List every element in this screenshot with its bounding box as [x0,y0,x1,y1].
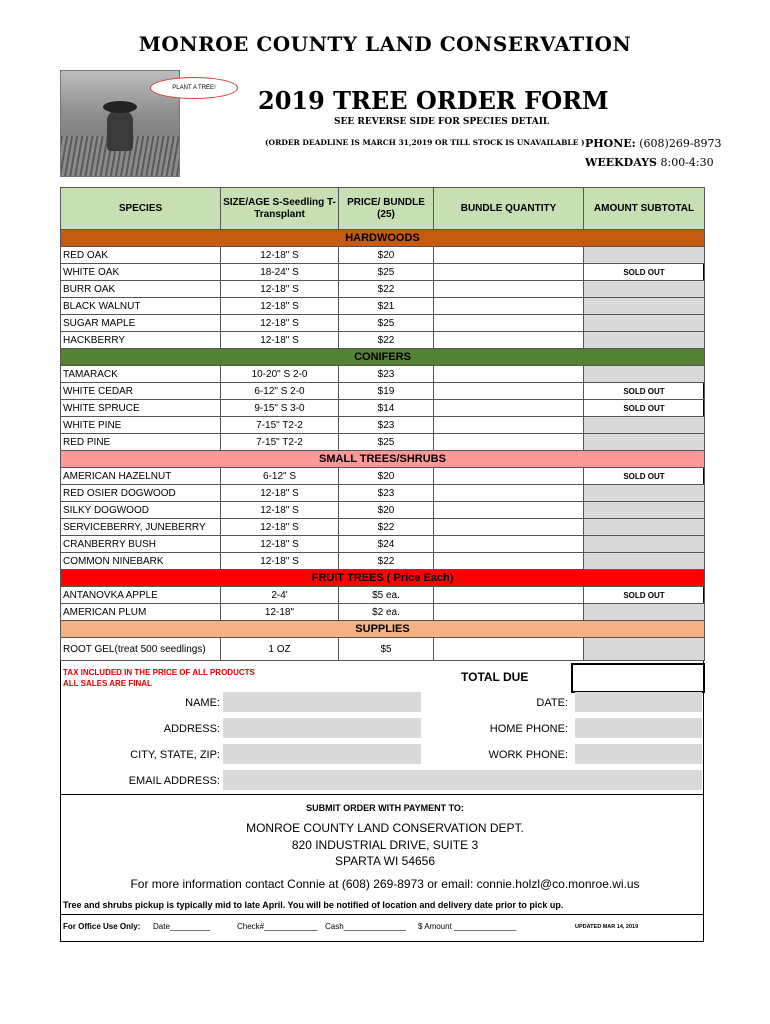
col-header-amount: AMOUNT SUBTOTAL [584,188,705,230]
size-cell: 12-18" S [221,485,339,502]
size-cell: 18-24" S [221,264,339,281]
date-label: DATE: [536,697,568,709]
sold-out-cell: SOLD OUT [584,264,705,281]
table-row [61,383,705,400]
price-cell: $25 [339,315,434,332]
amount-cell[interactable] [584,281,705,298]
section-header-row [61,451,705,468]
email-field[interactable] [223,770,702,790]
size-cell: 12-18" S [221,536,339,553]
price-cell: $23 [339,485,434,502]
quantity-cell[interactable] [434,587,584,604]
species-cell: SILKY DOGWOOD [61,502,221,519]
table-row [61,587,705,604]
contact-info: For more information contact Connie at (608) 269-8973 or email: connie.holzl@co.monroe.wi.us [130,877,640,891]
hours-value: 8:00-4:30 [660,156,714,169]
quantity-cell[interactable] [434,281,584,298]
quantity-cell[interactable] [434,604,584,621]
quantity-cell[interactable] [434,332,584,349]
price-cell: $22 [339,519,434,536]
species-cell: RED PINE [61,434,221,451]
quantity-cell[interactable] [434,536,584,553]
table-row [61,638,705,661]
city-state-zip-field[interactable] [223,744,421,764]
amount-cell[interactable] [584,417,705,434]
price-cell: $21 [339,298,434,315]
species-cell: ANTANOVKA APPLE [61,587,221,604]
amount-cell[interactable] [584,315,705,332]
home-phone-label: HOME PHONE: [489,723,568,735]
divider [60,914,704,915]
price-cell: $14 [339,400,434,417]
species-cell: AMERICAN PLUM [61,604,221,621]
mail-address-line2: 820 INDUSTRIAL DRIVE, SUITE 3 [291,838,479,852]
quantity-cell[interactable] [434,553,584,570]
home-phone-field[interactable] [575,718,702,738]
table-row [61,366,705,383]
price-cell: $22 [339,281,434,298]
sold-out-cell: SOLD OUT [584,400,705,417]
org-title: MONROE COUNTY LAND CONSERVATION [138,32,632,56]
amount-cell[interactable] [584,553,705,570]
amount-cell[interactable] [584,298,705,315]
species-cell: RED OAK [61,247,221,264]
price-cell: $22 [339,553,434,570]
table-row [61,298,705,315]
email-label: EMAIL ADDRESS: [128,775,220,787]
table-row [61,553,705,570]
size-cell: 12-18" S [221,247,339,264]
table-row [61,400,705,417]
table-row [61,264,705,281]
address-field[interactable] [223,718,421,738]
name-label: NAME: [185,697,220,709]
price-cell: $23 [339,417,434,434]
species-cell: BURR OAK [61,281,221,298]
section-header-row [61,349,705,366]
quantity-cell[interactable] [434,264,584,281]
price-cell: $25 [339,264,434,281]
mail-address-line1: MONROE COUNTY LAND CONSERVATION DEPT. [246,821,524,835]
quantity-cell[interactable] [434,502,584,519]
table-row [61,604,705,621]
section-title: CONIFERS [61,349,705,366]
price-cell: $20 [339,502,434,519]
quantity-cell[interactable] [434,468,584,485]
quantity-cell[interactable] [434,638,584,661]
order-table [60,187,705,661]
table-row [61,536,705,553]
species-cell: HACKBERRY [61,332,221,349]
size-cell: 12-18" S [221,519,339,536]
office-date-field: Date_________ [153,922,210,931]
amount-cell[interactable] [584,502,705,519]
amount-cell[interactable] [584,485,705,502]
hours-label: WEEKDAYS [585,156,658,169]
size-cell: 2-4' [221,587,339,604]
city-state-zip-label: CITY, STATE, ZIP: [130,749,220,761]
hours-line [585,156,714,169]
species-cell: SERVICEBERRY, JUNEBERRY [61,519,221,536]
quantity-cell[interactable] [434,434,584,451]
phone-value: (608)269-8973 [639,137,722,150]
amount-cell[interactable] [584,536,705,553]
table-row [61,434,705,451]
price-cell: $23 [339,366,434,383]
address-label: ADDRESS: [163,723,220,735]
divider [60,794,704,795]
species-cell: WHITE CEDAR [61,383,221,400]
price-cell: $2 ea. [339,604,434,621]
quantity-cell[interactable] [434,315,584,332]
mail-address-line3: SPARTA WI 54656 [334,854,436,868]
submit-note: SUBMIT ORDER WITH PAYMENT TO: [306,803,464,813]
plant-a-tree-bubble: PLANT A TREE! [150,77,238,99]
office-check-field: Check#____________ [237,922,318,931]
size-cell: 12-18" S [221,553,339,570]
deadline-note: (ORDER DEADLINE IS MARCH 31,2019 OR TILL STOCK IS UNAVAILABLE ) [265,138,585,147]
date-field[interactable] [575,692,702,712]
size-cell: 7-15" T2-2 [221,434,339,451]
species-cell: SUGAR MAPLE [61,315,221,332]
section-title: SUPPLIES [61,621,705,638]
col-header-price: PRICE/ BUNDLE (25) [339,188,434,230]
office-use-label: For Office Use Only: [63,922,141,931]
table-row [61,519,705,536]
size-cell: 12-18" S [221,315,339,332]
species-cell: WHITE SPRUCE [61,400,221,417]
col-header-quantity: BUNDLE QUANTITY [434,188,584,230]
price-cell: $20 [339,468,434,485]
quantity-cell[interactable] [434,519,584,536]
species-cell: AMERICAN HAZELNUT [61,468,221,485]
table-row [61,281,705,298]
price-cell: $22 [339,332,434,349]
quantity-cell[interactable] [434,417,584,434]
tax-note-line1: TAX INCLUDED IN THE PRICE OF ALL PRODUCTS [63,668,255,677]
col-header-size: SIZE/AGE S-Seedling T- Transplant [221,188,339,230]
reverse-note: SEE REVERSE SIDE FOR SPECIES DETAIL [334,117,550,127]
amount-cell[interactable] [584,332,705,349]
size-cell: 12-18" [221,604,339,621]
price-cell: $25 [339,434,434,451]
size-cell: 6-12" S [221,468,339,485]
price-cell: $20 [339,247,434,264]
section-title: FRUIT TREES ( Price Each) [61,570,705,587]
quantity-cell[interactable] [434,383,584,400]
table-header-row [61,188,705,230]
section-header-row [61,621,705,638]
office-cash-field: Cash______________ [325,922,406,931]
total-due-label: TOTAL DUE [461,670,529,684]
form-title: 2019 TREE ORDER FORM [258,86,609,115]
size-cell: 12-18" S [221,281,339,298]
table-row [61,502,705,519]
price-cell: $24 [339,536,434,553]
quantity-cell[interactable] [434,485,584,502]
updated-date: UPDATED MAR 14, 2019 [575,924,639,930]
species-cell: TAMARACK [61,366,221,383]
work-phone-label: WORK PHONE: [488,749,568,761]
sold-out-cell: SOLD OUT [584,383,705,400]
amount-cell[interactable] [584,604,705,621]
amount-cell[interactable] [584,519,705,536]
price-cell: $5 [339,638,434,661]
office-amount-field: $ Amount ______________ [418,922,517,931]
quantity-cell[interactable] [434,298,584,315]
table-row [61,247,705,264]
quantity-cell[interactable] [434,247,584,264]
size-cell: 7-15" T2-2 [221,417,339,434]
pickup-note: Tree and shrubs pickup is typically mid to late April. You will be notified of location and delivery date prior to pick up. [63,900,564,910]
table-row [61,468,705,485]
species-cell: CRANBERRY BUSH [61,536,221,553]
size-cell: 12-18" S [221,298,339,315]
price-cell: $19 [339,383,434,400]
size-cell: 10-20" S 2-0 [221,366,339,383]
phone-label: PHONE: [585,137,636,150]
amount-cell[interactable] [584,434,705,451]
name-field[interactable] [223,692,421,712]
section-header-row [61,230,705,247]
quantity-cell[interactable] [434,366,584,383]
size-cell: 6-12" S 2-0 [221,383,339,400]
tax-note [63,667,255,689]
quantity-cell[interactable] [434,400,584,417]
sold-out-cell: SOLD OUT [584,587,705,604]
section-title: SMALL TREES/SHRUBS [61,451,705,468]
size-cell: 1 OZ [221,638,339,661]
size-cell: 12-18" S [221,332,339,349]
section-header-row [61,570,705,587]
table-row [61,485,705,502]
table-row [61,332,705,349]
species-cell: RED OSIER DOGWOOD [61,485,221,502]
amount-cell[interactable] [584,247,705,264]
species-cell: WHITE OAK [61,264,221,281]
work-phone-field[interactable] [575,744,702,764]
species-cell: ROOT GEL(treat 500 seedlings) [61,638,221,661]
section-title: HARDWOODS [61,230,705,247]
species-cell: COMMON NINEBARK [61,553,221,570]
price-cell: $5 ea. [339,587,434,604]
amount-cell[interactable] [584,638,705,661]
size-cell: 12-18" S [221,502,339,519]
col-header-species: SPECIES [61,188,221,230]
table-row [61,417,705,434]
species-cell: BLACK WALNUT [61,298,221,315]
size-cell: 9-15" S 3-0 [221,400,339,417]
table-row [61,315,705,332]
amount-cell[interactable] [584,366,705,383]
phone-line [585,137,722,150]
tax-note-line2: ALL SALES ARE FINAL [63,679,152,688]
total-due-field[interactable] [571,663,705,693]
sold-out-cell: SOLD OUT [584,468,705,485]
species-cell: WHITE PINE [61,417,221,434]
